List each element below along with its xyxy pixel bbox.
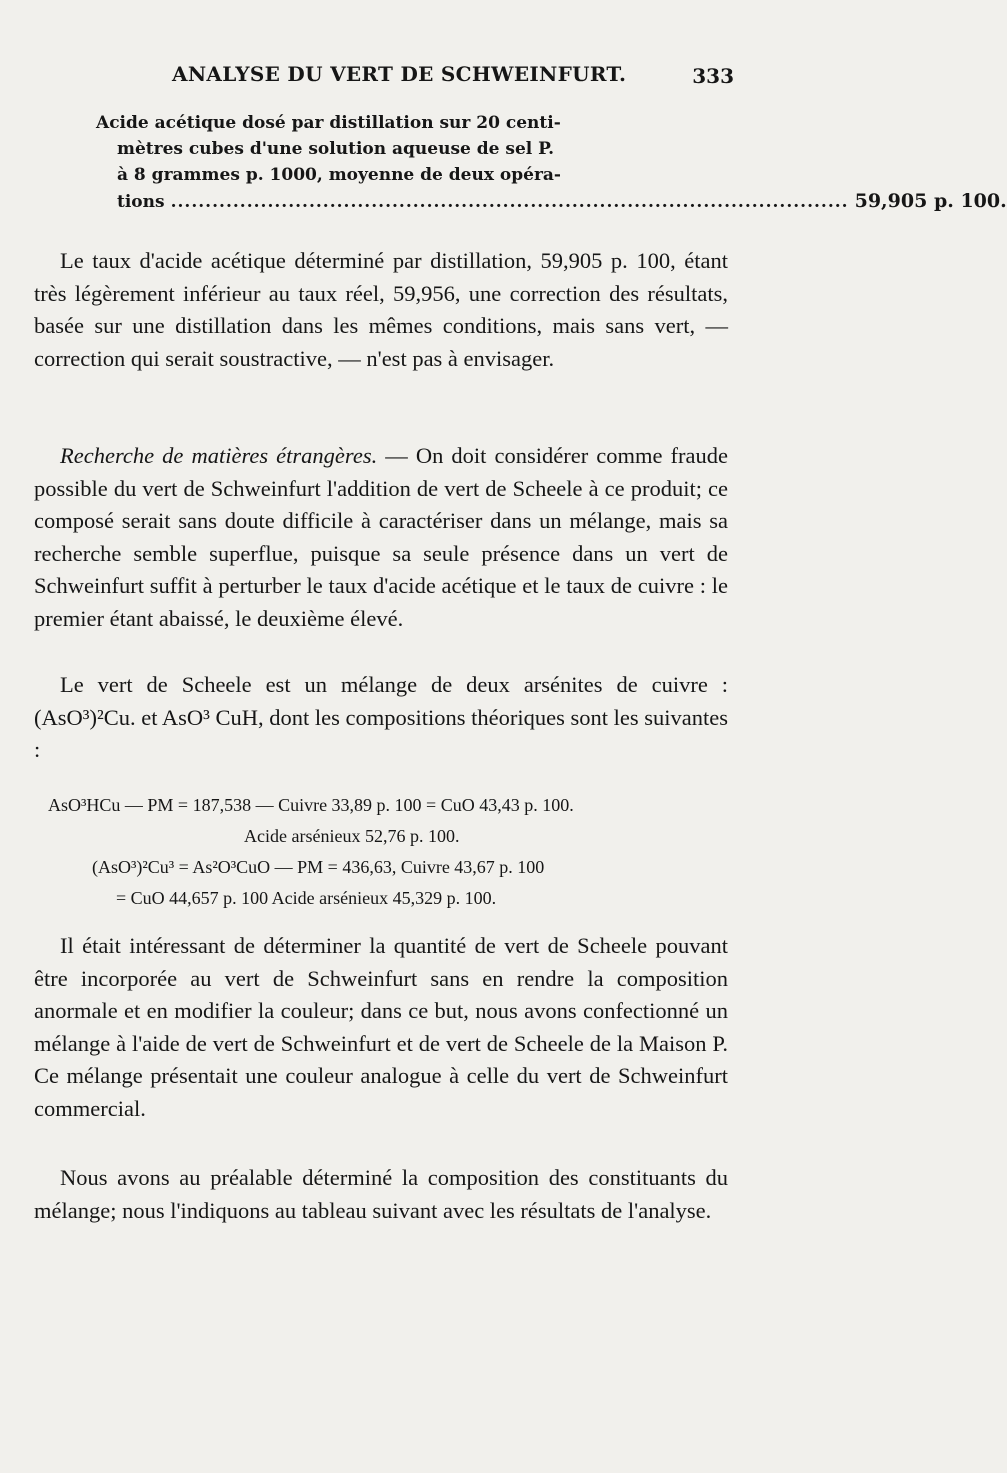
paragraph-recherche-text: — On doit considérer comme fraude possible du vert de Schweinfurt l'addition de vert de Scheele à ce produit; ce composé serait sans doute difficile à caractériser dans un mélange, mais sa recherche semble superflue, puisque sa seule présence dans un vert de Schweinfurt suffit à perturber le taux d'acide acétique et le taux de cuivre : le premier étant abaissé, le deuxième élevé. (34, 443, 729, 631)
formula-line-4: = CuO 44,657 p. 100 Acide arsénieux 45,329 p. 100. (116, 888, 497, 908)
formula-block (40, 790, 740, 914)
result-line-1: Acide acétique dosé par distillation sur 20 centi- (96, 113, 561, 133)
formula-line-2: Acide arsénieux 52,76 p. 100. (244, 826, 460, 846)
formula-line-1: AsO³HCu — PM = 187,538 — Cuivre 33,89 p. 100 = CuO 43,43 p. 100. (48, 795, 574, 815)
result-leader-line (96, 188, 1007, 215)
paragraph-taux (34, 245, 728, 375)
paragraph-interessant (34, 930, 728, 1126)
section-heading-recherche: Recherche de matières étrangères. (60, 443, 378, 468)
paragraph-recherche (34, 440, 728, 636)
page-number: 333 (692, 64, 734, 88)
paragraph-scheele-text: Le vert de Scheele est un mélange de deux arsénites de cuivre : (AsO³)²Cu. et AsO³ CuH, dont les compositions théoriques sont les suivantes : (34, 672, 728, 763)
formula-line-3: (AsO³)²Cu³ = As²O³CuO — PM = 436,63, Cuivre 43,67 p. 100 (92, 857, 545, 877)
result-value: 59,905 p. 100. (854, 190, 1007, 212)
distillation-result-block (96, 110, 1007, 215)
result-line-4: tions (117, 192, 165, 212)
paragraph-interessant-text: Il était intéressant de déterminer la quantité de vert de Scheele pouvant être incorporée au vert de Schweinfurt sans en rendre la composition anormale et en modifier la couleur; dans ce but, nous avons confectionné un mélange à l'aide de vert de Schweinfurt et de vert de Scheele de la Maison P. Ce mélange présentait une couleur analogue à celle du vert de Schweinfurt commercial. (34, 933, 728, 1121)
paragraph-taux-text: Le taux d'acide acétique déterminé par distillation, 59,905 p. 100, étant très légèrement inférieur au taux réel, 59,956, une correction des résultats, basée sur une distillation dans les mêmes conditions, mais sans vert, — correction qui serait soustractive, — n'est pas à envisager. (34, 248, 728, 371)
page-header (160, 62, 734, 96)
result-line-3: à 8 grammes p. 1000, moyenne de deux opéra- (117, 165, 561, 185)
running-title: ANALYSE DU VERT DE SCHWEINFURT. (172, 62, 627, 86)
paragraph-scheele (34, 669, 728, 767)
result-line-2: mètres cubes d'une solution aqueuse de sel P. (117, 139, 555, 159)
paragraph-composition (34, 1162, 728, 1227)
dot-leader: .................................................................................................. (170, 192, 849, 212)
paragraph-composition-text: Nous avons au préalable déterminé la composition des constituants du mélange; nous l'indiquons au tableau suivant avec les résultats de l'analyse. (34, 1165, 728, 1223)
